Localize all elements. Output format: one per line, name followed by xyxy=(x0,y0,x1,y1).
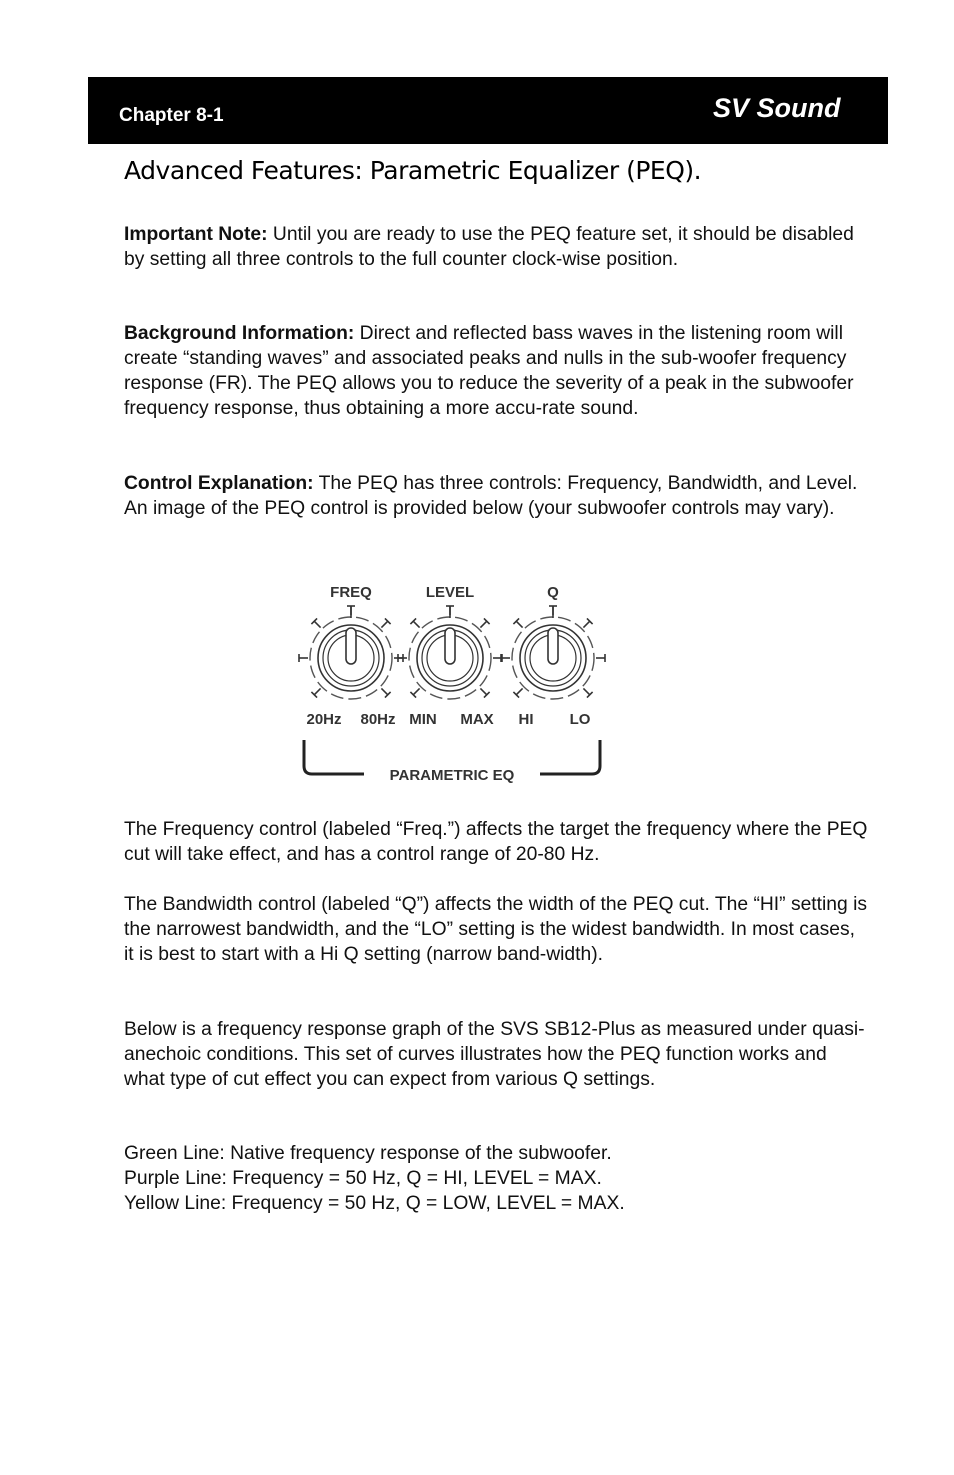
knob-q xyxy=(501,584,605,728)
graph-paragraph: Below is a frequency response graph of the SVS SB12-Plus as measured under quasi-anechoic conditions. This set of curves illustrates how the PEQ function works and what type of cut effect you can expect from various Q settings. xyxy=(124,1019,865,1090)
important-note-paragraph xyxy=(124,222,869,272)
brand-name: SV Sound xyxy=(713,93,841,123)
bracket-right xyxy=(540,740,600,774)
legend-paragraph xyxy=(124,1141,869,1216)
knob-max-label: MAX xyxy=(460,711,494,728)
bracket-left xyxy=(304,740,364,774)
dial-tick xyxy=(480,688,486,694)
dial-tick xyxy=(413,688,419,694)
bandwidth-paragraph: The Bandwidth control (labeled “Q”) affects the width of the PEQ cut. The “HI” setting is the narrowest bandwidth, and the “LO” setting is the widest bandwidth. In most cases, it is best to start with a Hi Q setting (narrow band-width). xyxy=(124,894,868,965)
dial-tick xyxy=(480,621,486,627)
knob-min-label: 20Hz xyxy=(306,711,342,728)
dial-tick xyxy=(583,688,589,694)
dial-tick xyxy=(314,621,320,627)
background-paragraph xyxy=(124,321,869,421)
purple-line-note: Purple Line: Frequency = 50 Hz, Q = HI, LEVEL = MAX. xyxy=(124,1168,602,1189)
green-line-note: Green Line: Native frequency response of the subwoofer. xyxy=(124,1143,612,1164)
dial-tick xyxy=(381,621,387,627)
important-note-text: Until you are ready to use the PEQ feature set, it should be disabled by setting all three controls to the full counter clock-wise position. xyxy=(124,224,854,270)
dial-tick xyxy=(583,621,589,627)
dial-tick xyxy=(516,688,522,694)
background-label: Background Information: xyxy=(124,323,355,344)
knob-pointer xyxy=(548,628,558,664)
knob-label: Q xyxy=(547,584,559,601)
dial-tick xyxy=(314,688,320,694)
knob-max-label: LO xyxy=(569,711,591,728)
knob-max-label: 80Hz xyxy=(360,711,396,728)
knob-freq xyxy=(299,584,403,728)
knob-pointer xyxy=(346,628,356,664)
knob-label: FREQ xyxy=(330,584,372,601)
chapter-label: Chapter 8-1 xyxy=(119,105,224,126)
knob-label: LEVEL xyxy=(425,584,475,601)
knob-min-label: HI xyxy=(518,711,534,728)
parametric-eq-label: PARAMETRIC EQ xyxy=(389,767,515,784)
dial-tick xyxy=(381,688,387,694)
knob-pointer xyxy=(445,628,455,664)
background-text: Direct and reflected bass waves in the listening room will create “standing waves” and associated peaks and nulls in the sub-woofer frequency response (FR). The PEQ allows you to reduce the severity of a peak in the subwoofer frequency response, thus obtaining a more accu-rate sound. xyxy=(124,323,854,419)
important-note-label: Important Note: xyxy=(124,224,268,245)
control-explanation-text: The PEQ has three controls: Frequency, Bandwidth, and Level. An image of the PEQ control is provided below (your subwoofer controls may vary). xyxy=(124,473,858,519)
control-explanation-label: Control Explanation: xyxy=(124,473,314,494)
yellow-line-note: Yellow Line: Frequency = 50 Hz, Q = LOW, LEVEL = MAX. xyxy=(124,1193,625,1214)
peq-control-diagram xyxy=(290,578,620,793)
frequency-paragraph: The Frequency control (labeled “Freq.”) affects the target the frequency where the PEQ cut will take effect, and has a control range of 20-80 Hz. xyxy=(124,819,868,865)
dial-tick xyxy=(413,621,419,627)
dial-tick xyxy=(516,621,522,627)
chapter-header-bar xyxy=(88,77,888,144)
knob-level xyxy=(398,584,502,728)
page-title: Advanced Features: Parametric Equalizer (PEQ). xyxy=(124,156,702,185)
control-explanation-paragraph xyxy=(124,471,869,521)
knob-min-label: MIN xyxy=(409,711,437,728)
